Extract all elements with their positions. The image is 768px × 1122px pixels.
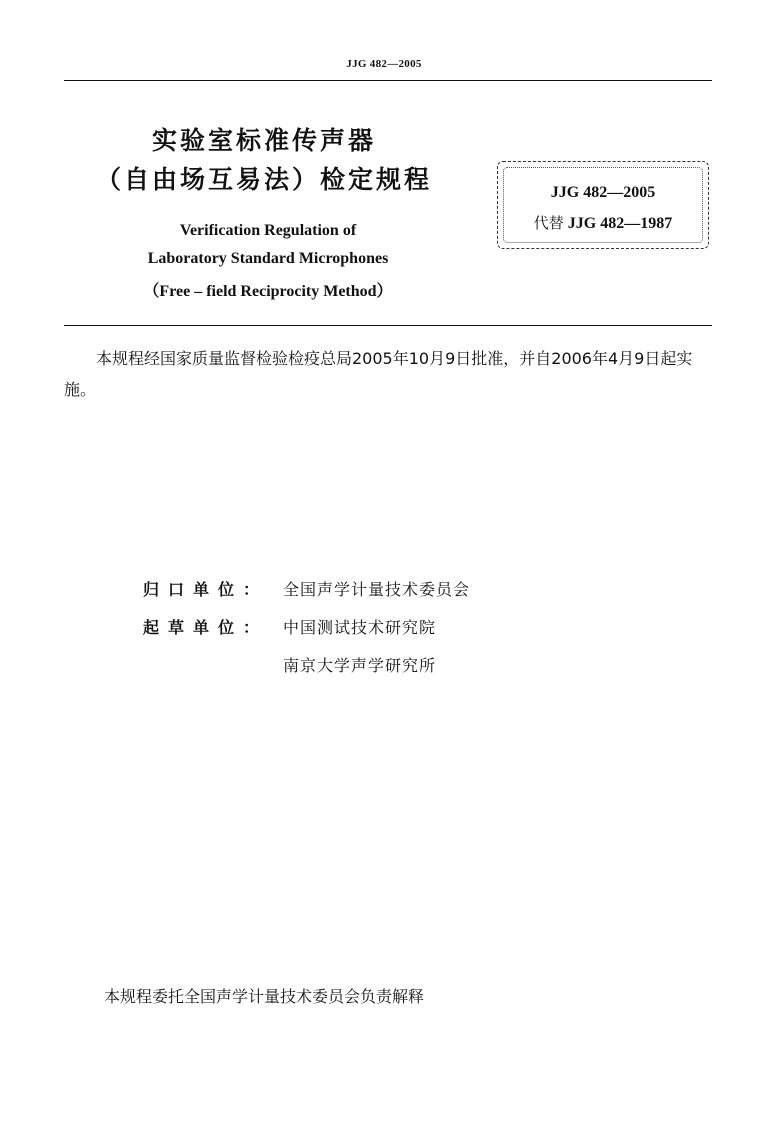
responsible-unit-value: 全国声学计量技术委员会 <box>283 580 471 599</box>
replaces-prefix: 代替 <box>533 214 564 232</box>
responsible-unit-label: 归口单位： <box>143 580 269 599</box>
title-en-line1: Verification Regulation of <box>179 222 357 239</box>
header-rule <box>64 80 712 81</box>
title-en-line2: Laboratory Standard Microphones <box>147 250 389 267</box>
drafting-unit-value-1: 中国测试技术研究院 <box>283 618 437 637</box>
current-code: JJG 482—2005 <box>550 184 656 201</box>
title-cn-line1: 实验室标准传声器 <box>151 126 376 155</box>
title-divider-rule <box>64 325 712 326</box>
drafting-unit-label: 起草单位： <box>143 618 269 637</box>
replaced-code: JJG 482—1987 <box>567 215 673 232</box>
replaces-line <box>497 212 709 233</box>
title-en-line3: （Free – field Reciprocity Method） <box>143 283 393 300</box>
document-code-header: JJG 482—2005 <box>346 58 422 70</box>
standard-code-box <box>497 161 709 249</box>
interpretation-note: 本规程委托全国声学计量技术委员会负责解释 <box>104 987 425 1006</box>
title-cn-line2: （自由场互易法）检定规程 <box>95 165 432 194</box>
approval-paragraph: 本规程经国家质量监督检验检疫总局2005年10月9日批准，并自2006年4月9日起实施。 <box>64 349 693 399</box>
drafting-unit-value-2: 南京大学声学研究所 <box>283 656 437 675</box>
